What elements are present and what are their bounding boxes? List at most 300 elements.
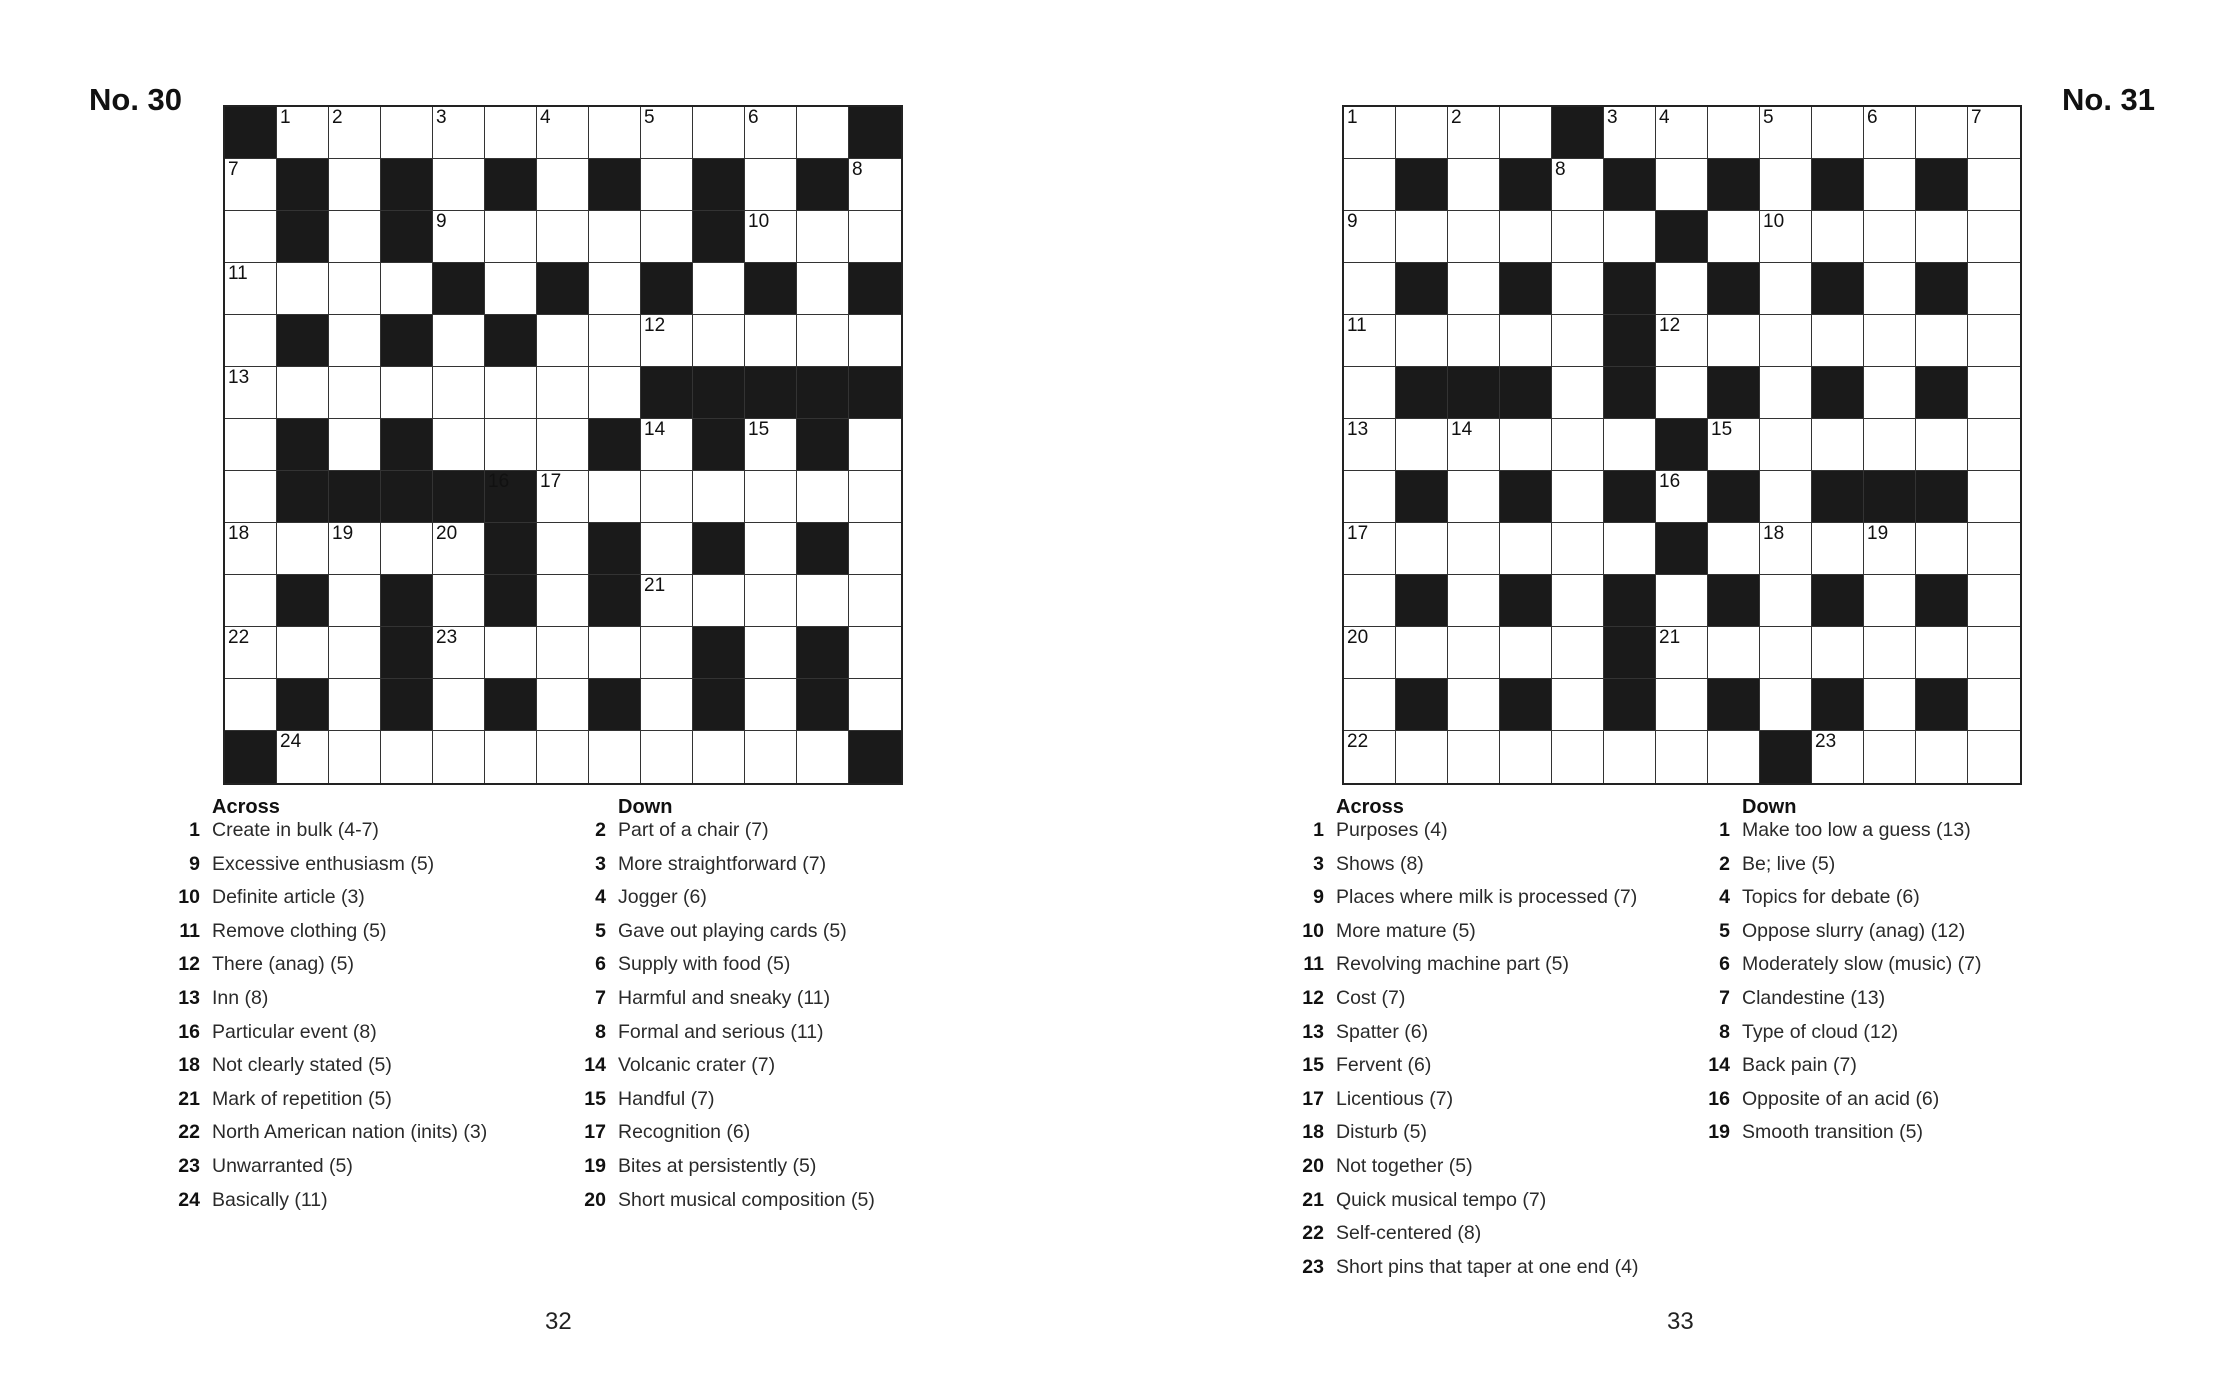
- grid-cell[interactable]: [433, 211, 485, 263]
- grid-cell[interactable]: [849, 523, 901, 575]
- clue-text: Supply with food (5): [618, 953, 791, 976]
- block-cell: [797, 159, 849, 211]
- grid-cell[interactable]: [1396, 419, 1448, 471]
- grid-cell[interactable]: [641, 679, 693, 731]
- grid-cell[interactable]: [641, 627, 693, 679]
- grid-cell[interactable]: [381, 263, 433, 315]
- grid-cell[interactable]: [1968, 419, 2020, 471]
- grid-cell[interactable]: [797, 471, 849, 523]
- grid-cell[interactable]: [1864, 367, 1916, 419]
- block-cell: [381, 679, 433, 731]
- grid-cell[interactable]: [1344, 419, 1396, 471]
- grid-cell[interactable]: [1500, 731, 1552, 783]
- grid-cell[interactable]: [225, 211, 277, 263]
- puzzle-title: No. 30: [89, 82, 183, 117]
- grid-cell[interactable]: [1656, 107, 1708, 159]
- grid-cell[interactable]: [1448, 523, 1500, 575]
- grid-cell[interactable]: [381, 367, 433, 419]
- grid-cell[interactable]: [329, 627, 381, 679]
- grid-cell[interactable]: [537, 107, 589, 159]
- grid-cell[interactable]: [1448, 731, 1500, 783]
- grid-cell[interactable]: [641, 731, 693, 783]
- clue-text: Clandestine (13): [1742, 987, 1886, 1009]
- grid-cell[interactable]: [1344, 627, 1396, 679]
- block-cell: [1396, 575, 1448, 627]
- grid-cell[interactable]: [1864, 575, 1916, 627]
- grid-cell[interactable]: [485, 107, 537, 159]
- clue-number: 20: [584, 1188, 606, 1211]
- grid-cell[interactable]: [641, 523, 693, 575]
- grid-cell[interactable]: [225, 159, 277, 211]
- grid-cell[interactable]: [1604, 419, 1656, 471]
- grid-cell[interactable]: [1396, 107, 1448, 159]
- grid-cell[interactable]: [329, 107, 381, 159]
- clue-text: Gave out playing cards (5): [618, 919, 847, 942]
- grid-cell[interactable]: [329, 367, 381, 419]
- grid-cell[interactable]: [329, 159, 381, 211]
- grid-cell[interactable]: [1864, 679, 1916, 731]
- grid-cell[interactable]: [1604, 107, 1656, 159]
- grid-cell[interactable]: [1864, 107, 1916, 159]
- clue-number: 14: [1451, 419, 1473, 440]
- grid-cell[interactable]: [1812, 107, 1864, 159]
- grid-cell[interactable]: [1760, 159, 1812, 211]
- clue-text: Quick musical tempo (7): [1336, 1188, 1547, 1211]
- grid-cell[interactable]: [1916, 315, 1968, 367]
- grid-cell[interactable]: [329, 263, 381, 315]
- grid-cell[interactable]: [1656, 627, 1708, 679]
- clue-number: 23: [436, 627, 458, 648]
- grid-cell[interactable]: [1448, 159, 1500, 211]
- grid-cell[interactable]: [1760, 211, 1812, 263]
- crossword-grid[interactable]: [223, 105, 903, 785]
- grid-cell[interactable]: [1708, 107, 1760, 159]
- grid-cell[interactable]: [1968, 471, 2020, 523]
- grid-cell[interactable]: [1656, 679, 1708, 731]
- clue-text: Inn (8): [212, 987, 269, 1009]
- grid-cell[interactable]: [797, 107, 849, 159]
- grid-cell[interactable]: [1968, 523, 2020, 575]
- grid-cell[interactable]: [225, 679, 277, 731]
- grid-cell[interactable]: [1864, 419, 1916, 471]
- grid-cell[interactable]: [745, 419, 797, 471]
- grid-cell[interactable]: [537, 211, 589, 263]
- grid-cell[interactable]: [797, 575, 849, 627]
- block-cell: [1396, 471, 1448, 523]
- grid-cell[interactable]: [1968, 367, 2020, 419]
- grid-cell[interactable]: [433, 107, 485, 159]
- grid-cell[interactable]: [225, 523, 277, 575]
- grid-cell[interactable]: [1864, 731, 1916, 783]
- grid-cell[interactable]: [537, 627, 589, 679]
- grid-cell[interactable]: [745, 159, 797, 211]
- grid-cell[interactable]: [1552, 679, 1604, 731]
- block-cell: [433, 263, 485, 315]
- clue-number: 19: [1708, 1121, 1730, 1144]
- grid-cell[interactable]: [1552, 419, 1604, 471]
- grid-cell[interactable]: [1448, 471, 1500, 523]
- page-number: 32: [545, 1308, 572, 1335]
- grid-cell[interactable]: [277, 523, 329, 575]
- grid-cell[interactable]: [1864, 159, 1916, 211]
- grid-cell[interactable]: [1760, 679, 1812, 731]
- grid-cell[interactable]: [381, 731, 433, 783]
- grid-cell[interactable]: [1552, 211, 1604, 263]
- grid-cell[interactable]: [641, 575, 693, 627]
- grid-cell[interactable]: [1344, 731, 1396, 783]
- block-cell: [485, 315, 537, 367]
- grid-cell[interactable]: [1968, 159, 2020, 211]
- clue-text: Recognition (6): [618, 1121, 751, 1144]
- grid-cell[interactable]: [1448, 315, 1500, 367]
- grid-cell[interactable]: [797, 731, 849, 783]
- block-cell: [693, 679, 745, 731]
- grid-cell[interactable]: [1812, 731, 1864, 783]
- clue-number: 12: [1659, 315, 1681, 336]
- grid-cell[interactable]: [1916, 211, 1968, 263]
- grid-cell[interactable]: [693, 263, 745, 315]
- grid-cell[interactable]: [1656, 315, 1708, 367]
- grid-cell[interactable]: [1656, 367, 1708, 419]
- grid-cell[interactable]: [537, 419, 589, 471]
- grid-cell[interactable]: [225, 367, 277, 419]
- grid-cell[interactable]: [1812, 419, 1864, 471]
- grid-cell[interactable]: [277, 367, 329, 419]
- grid-cell[interactable]: [1968, 315, 2020, 367]
- grid-cell[interactable]: [1552, 731, 1604, 783]
- grid-cell[interactable]: [485, 367, 537, 419]
- grid-cell[interactable]: [745, 575, 797, 627]
- grid-cell[interactable]: [1344, 315, 1396, 367]
- grid-cell[interactable]: [1552, 159, 1604, 211]
- grid-cell[interactable]: [693, 731, 745, 783]
- grid-cell[interactable]: [1812, 211, 1864, 263]
- grid-cell[interactable]: [485, 263, 537, 315]
- clue-number: 11: [179, 919, 200, 942]
- grid-cell[interactable]: [641, 419, 693, 471]
- grid-cell[interactable]: [1500, 523, 1552, 575]
- clue-text: More mature (5): [1336, 919, 1476, 942]
- grid-cell[interactable]: [433, 367, 485, 419]
- block-cell: [1708, 471, 1760, 523]
- grid-cell[interactable]: [1604, 731, 1656, 783]
- grid-cell[interactable]: [381, 107, 433, 159]
- grid-cell[interactable]: [745, 731, 797, 783]
- grid-cell[interactable]: [1448, 107, 1500, 159]
- grid-cell[interactable]: [849, 471, 901, 523]
- grid-cell[interactable]: [589, 315, 641, 367]
- clue-text: Cost (7): [1336, 987, 1406, 1009]
- grid-cell[interactable]: [849, 211, 901, 263]
- block-cell: [1656, 419, 1708, 471]
- grid-cell[interactable]: [329, 575, 381, 627]
- grid-cell[interactable]: [1708, 315, 1760, 367]
- grid-cell[interactable]: [1968, 679, 2020, 731]
- grid-cell[interactable]: [1604, 211, 1656, 263]
- grid-cell[interactable]: [1916, 419, 1968, 471]
- grid-cell[interactable]: [1708, 627, 1760, 679]
- crossword-grid[interactable]: [1342, 105, 2022, 785]
- grid-cell[interactable]: [277, 107, 329, 159]
- grid-cell[interactable]: [1760, 315, 1812, 367]
- grid-cell[interactable]: [693, 315, 745, 367]
- grid-cell[interactable]: [1916, 523, 1968, 575]
- grid-cell[interactable]: [849, 679, 901, 731]
- block-cell: [1708, 159, 1760, 211]
- clue-number: 10: [748, 211, 770, 232]
- grid-cell[interactable]: [537, 731, 589, 783]
- puzzle-page-31: [1120, 0, 2240, 1400]
- grid-cell[interactable]: [1864, 211, 1916, 263]
- clue-text: Back pain (7): [1742, 1054, 1857, 1077]
- grid-cell[interactable]: [745, 471, 797, 523]
- grid-cell[interactable]: [1552, 263, 1604, 315]
- grid-cell[interactable]: [225, 315, 277, 367]
- grid-cell[interactable]: [433, 419, 485, 471]
- grid-cell[interactable]: [485, 211, 537, 263]
- grid-cell[interactable]: [1812, 315, 1864, 367]
- grid-cell[interactable]: [641, 471, 693, 523]
- grid-cell[interactable]: [1604, 523, 1656, 575]
- grid-cell[interactable]: [849, 575, 901, 627]
- grid-cell[interactable]: [1396, 731, 1448, 783]
- grid-cell[interactable]: [329, 679, 381, 731]
- grid-cell[interactable]: [1500, 315, 1552, 367]
- block-cell: [1396, 367, 1448, 419]
- grid-cell[interactable]: [1552, 575, 1604, 627]
- grid-cell[interactable]: [1760, 523, 1812, 575]
- grid-cell[interactable]: [537, 367, 589, 419]
- grid-cell[interactable]: [537, 679, 589, 731]
- grid-cell[interactable]: [745, 107, 797, 159]
- block-cell: [1916, 367, 1968, 419]
- grid-cell[interactable]: [433, 575, 485, 627]
- grid-cell[interactable]: [589, 731, 641, 783]
- grid-cell[interactable]: [1760, 419, 1812, 471]
- grid-cell[interactable]: [1760, 575, 1812, 627]
- grid-cell[interactable]: [1708, 731, 1760, 783]
- grid-cell[interactable]: [1500, 211, 1552, 263]
- grid-cell[interactable]: [329, 419, 381, 471]
- block-cell: [1812, 367, 1864, 419]
- grid-cell[interactable]: [1344, 211, 1396, 263]
- grid-cell[interactable]: [1344, 263, 1396, 315]
- clue-text: Spatter (6): [1336, 1020, 1429, 1043]
- grid-cell[interactable]: [1656, 471, 1708, 523]
- grid-cell[interactable]: [1968, 627, 2020, 679]
- block-cell: [1500, 367, 1552, 419]
- grid-cell[interactable]: [641, 159, 693, 211]
- grid-cell[interactable]: [745, 315, 797, 367]
- grid-cell[interactable]: [1344, 575, 1396, 627]
- grid-cell[interactable]: [225, 419, 277, 471]
- grid-cell[interactable]: [849, 419, 901, 471]
- grid-cell[interactable]: [485, 419, 537, 471]
- grid-cell[interactable]: [537, 315, 589, 367]
- grid-cell[interactable]: [745, 627, 797, 679]
- grid-cell[interactable]: [225, 575, 277, 627]
- grid-cell[interactable]: [329, 211, 381, 263]
- clue-number: 23: [1302, 1255, 1324, 1278]
- grid-cell[interactable]: [849, 315, 901, 367]
- grid-cell[interactable]: [1760, 367, 1812, 419]
- grid-cell[interactable]: [1552, 367, 1604, 419]
- grid-cell[interactable]: [1344, 107, 1396, 159]
- clue-text: Shows (8): [1336, 852, 1424, 875]
- page-number: 33: [1667, 1308, 1694, 1335]
- grid-cell[interactable]: [1864, 627, 1916, 679]
- grid-cell[interactable]: [1448, 679, 1500, 731]
- grid-cell[interactable]: [225, 627, 277, 679]
- grid-cell[interactable]: [1864, 315, 1916, 367]
- grid-cell[interactable]: [693, 471, 745, 523]
- grid-cell[interactable]: [1396, 211, 1448, 263]
- grid-cell[interactable]: [485, 731, 537, 783]
- clue-number: 13: [1347, 419, 1369, 440]
- grid-cell[interactable]: [1500, 107, 1552, 159]
- grid-cell[interactable]: [641, 211, 693, 263]
- grid-cell[interactable]: [1708, 419, 1760, 471]
- grid-cell[interactable]: [1656, 159, 1708, 211]
- clue-number: 12: [178, 953, 200, 976]
- grid-cell[interactable]: [1864, 263, 1916, 315]
- block-cell: [693, 159, 745, 211]
- grid-cell[interactable]: [849, 159, 901, 211]
- grid-cell[interactable]: [1968, 263, 2020, 315]
- clue-text: Mark of repetition (5): [212, 1087, 392, 1110]
- grid-cell[interactable]: [797, 211, 849, 263]
- grid-cell[interactable]: [797, 263, 849, 315]
- grid-cell[interactable]: [1500, 419, 1552, 471]
- clue-number: 5: [1719, 919, 1730, 942]
- block-cell: [1708, 263, 1760, 315]
- grid-cell[interactable]: [277, 263, 329, 315]
- grid-cell[interactable]: [225, 471, 277, 523]
- grid-cell[interactable]: [1916, 627, 1968, 679]
- clue-text: Not together (5): [1336, 1155, 1473, 1177]
- grid-cell[interactable]: [589, 367, 641, 419]
- grid-cell[interactable]: [797, 315, 849, 367]
- grid-cell[interactable]: [433, 679, 485, 731]
- grid-cell[interactable]: [1448, 211, 1500, 263]
- grid-cell[interactable]: [433, 159, 485, 211]
- grid-cell[interactable]: [537, 575, 589, 627]
- grid-cell[interactable]: [1396, 627, 1448, 679]
- grid-cell[interactable]: [589, 107, 641, 159]
- grid-cell[interactable]: [1916, 107, 1968, 159]
- grid-cell[interactable]: [1916, 731, 1968, 783]
- grid-cell[interactable]: [277, 627, 329, 679]
- grid-cell[interactable]: [745, 211, 797, 263]
- grid-cell[interactable]: [1500, 627, 1552, 679]
- grid-cell[interactable]: [1656, 575, 1708, 627]
- grid-cell[interactable]: [1552, 627, 1604, 679]
- grid-cell[interactable]: [1344, 679, 1396, 731]
- clue-number: 17: [1302, 1087, 1324, 1110]
- grid-cell[interactable]: [1760, 263, 1812, 315]
- grid-cell[interactable]: [329, 523, 381, 575]
- grid-cell[interactable]: [589, 627, 641, 679]
- grid-cell[interactable]: [693, 107, 745, 159]
- grid-cell[interactable]: [693, 575, 745, 627]
- grid-cell[interactable]: [1968, 107, 2020, 159]
- grid-cell[interactable]: [537, 159, 589, 211]
- grid-cell[interactable]: [433, 731, 485, 783]
- grid-cell[interactable]: [1552, 523, 1604, 575]
- block-cell: [1396, 263, 1448, 315]
- grid-cell[interactable]: [1708, 211, 1760, 263]
- grid-cell[interactable]: [1344, 523, 1396, 575]
- grid-cell[interactable]: [433, 627, 485, 679]
- grid-cell[interactable]: [485, 627, 537, 679]
- block-cell: [537, 263, 589, 315]
- grid-cell[interactable]: [1448, 419, 1500, 471]
- clue-number: 18: [178, 1054, 200, 1077]
- grid-cell[interactable]: [329, 315, 381, 367]
- grid-cell[interactable]: [537, 471, 589, 523]
- grid-cell[interactable]: [1344, 159, 1396, 211]
- grid-cell[interactable]: [1812, 523, 1864, 575]
- grid-cell[interactable]: [1656, 731, 1708, 783]
- block-cell: [1500, 679, 1552, 731]
- grid-cell[interactable]: [1552, 471, 1604, 523]
- grid-cell[interactable]: [433, 523, 485, 575]
- grid-cell[interactable]: [277, 731, 329, 783]
- grid-cell[interactable]: [1812, 627, 1864, 679]
- block-cell: [1604, 263, 1656, 315]
- grid-cell[interactable]: [589, 471, 641, 523]
- clue-text: Formal and serious (11): [618, 1020, 824, 1043]
- grid-cell[interactable]: [1448, 627, 1500, 679]
- grid-cell[interactable]: [1344, 367, 1396, 419]
- grid-cell[interactable]: [641, 315, 693, 367]
- clue-text: Jogger (6): [618, 886, 707, 909]
- grid-cell[interactable]: [1552, 315, 1604, 367]
- grid-cell[interactable]: [745, 679, 797, 731]
- grid-cell[interactable]: [433, 315, 485, 367]
- grid-cell[interactable]: [329, 731, 381, 783]
- grid-cell[interactable]: [589, 211, 641, 263]
- grid-cell[interactable]: [589, 263, 641, 315]
- block-cell: [693, 367, 745, 419]
- grid-cell[interactable]: [1760, 471, 1812, 523]
- block-cell: [1916, 159, 1968, 211]
- clue-number: 5: [595, 919, 606, 942]
- grid-cell[interactable]: [1968, 211, 2020, 263]
- clue-number: 18: [1302, 1121, 1324, 1144]
- grid-cell[interactable]: [1760, 107, 1812, 159]
- clue-number: 8: [852, 159, 863, 180]
- grid-cell[interactable]: [1656, 263, 1708, 315]
- grid-cell[interactable]: [1708, 523, 1760, 575]
- grid-cell[interactable]: [641, 107, 693, 159]
- grid-cell[interactable]: [1864, 523, 1916, 575]
- grid-cell[interactable]: [1448, 263, 1500, 315]
- grid-cell[interactable]: [1968, 575, 2020, 627]
- grid-cell[interactable]: [1396, 315, 1448, 367]
- grid-cell[interactable]: [745, 523, 797, 575]
- grid-cell[interactable]: [225, 263, 277, 315]
- grid-cell[interactable]: [1396, 523, 1448, 575]
- grid-cell[interactable]: [1968, 731, 2020, 783]
- grid-cell[interactable]: [1760, 627, 1812, 679]
- grid-cell[interactable]: [1448, 575, 1500, 627]
- grid-cell[interactable]: [1344, 471, 1396, 523]
- grid-cell[interactable]: [537, 523, 589, 575]
- grid-cell[interactable]: [381, 523, 433, 575]
- grid-cell[interactable]: [849, 627, 901, 679]
- clue-number: 19: [332, 523, 354, 544]
